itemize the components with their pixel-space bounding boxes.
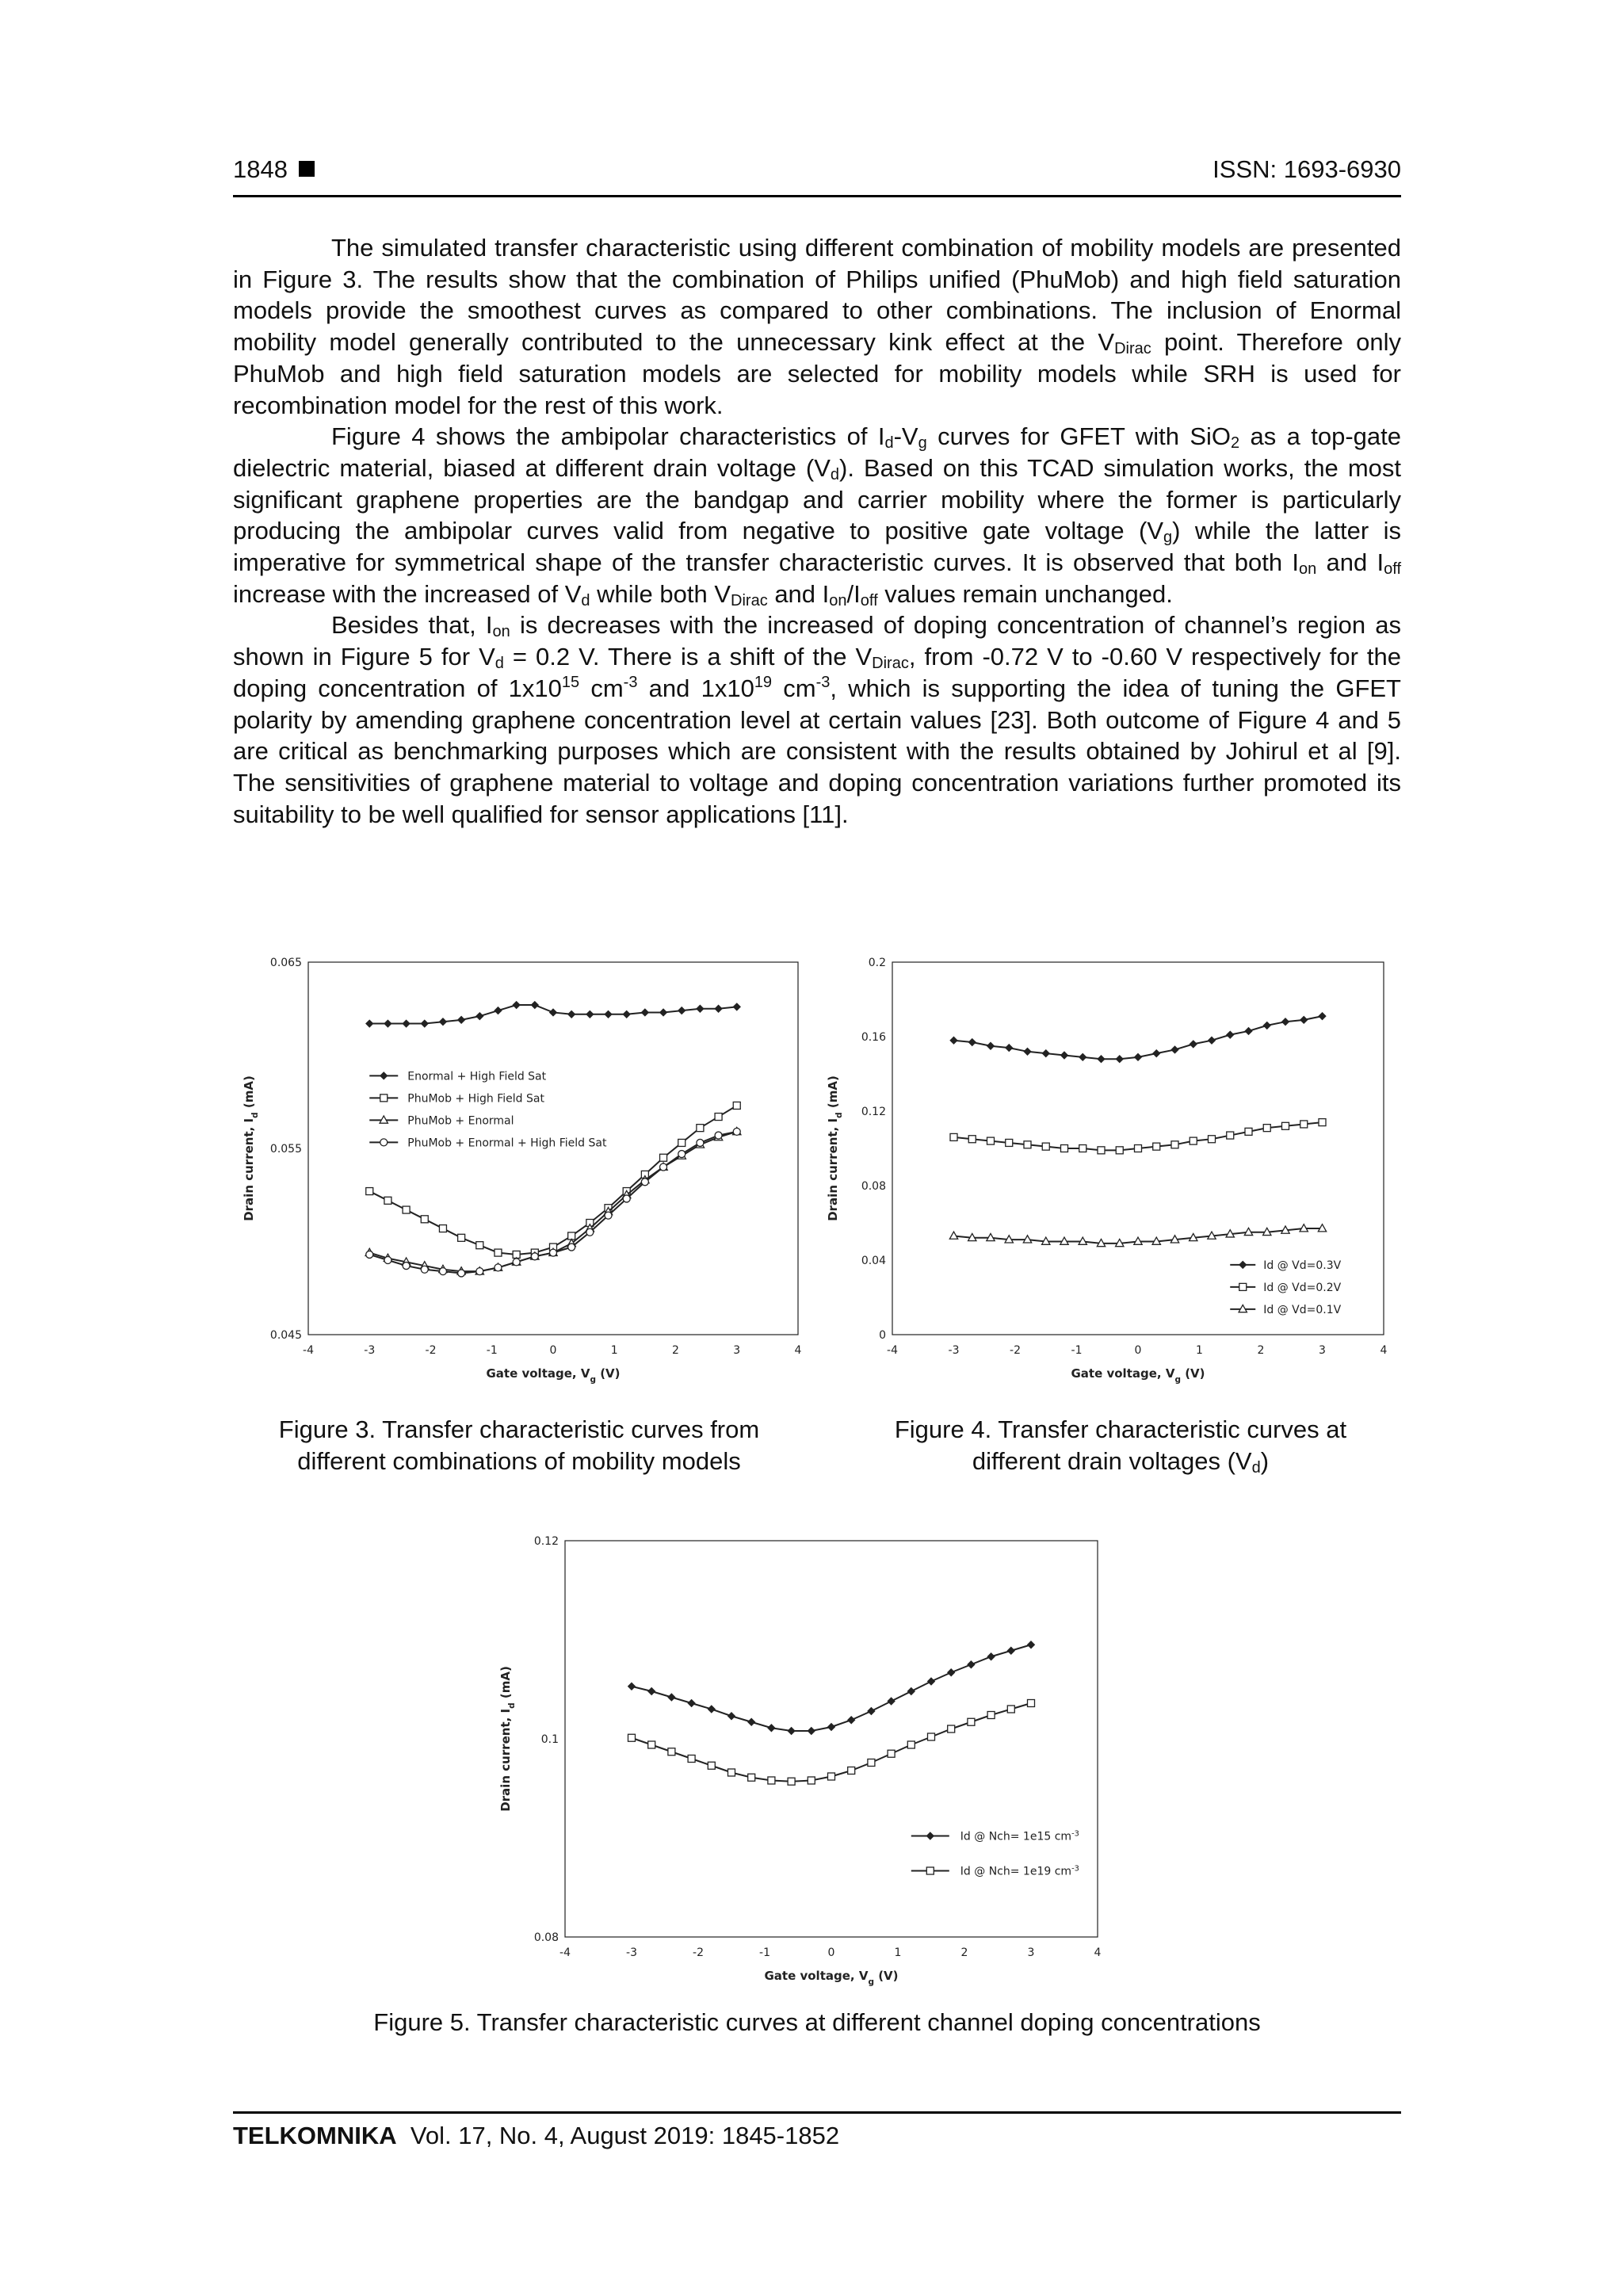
data-point xyxy=(648,1688,655,1695)
y-axis-label: Drain current, $I_d$ (mA) xyxy=(826,1075,844,1221)
y-tick-label: 0.065 xyxy=(269,957,302,969)
figure-3-chart xyxy=(233,949,819,1393)
data-point xyxy=(1098,1056,1105,1063)
page-number-block xyxy=(233,155,315,184)
legend-label: Id @ Vd=0.3V xyxy=(1263,1259,1342,1272)
data-point xyxy=(678,1007,685,1014)
data-point xyxy=(668,1748,675,1755)
data-point xyxy=(1153,1050,1160,1057)
x-tick-label: -1 xyxy=(759,1946,770,1959)
legend-label: Id @ Nch= 1e15 $cm^{-3}$ xyxy=(960,1829,1079,1843)
x-axis-label: Gate voltage, $V_g$ (V) xyxy=(486,1366,621,1385)
legend-entry xyxy=(911,1864,1079,1878)
data-point xyxy=(733,1102,740,1109)
x-tick-label: -3 xyxy=(948,1344,960,1357)
x-tick-label: 2 xyxy=(960,1946,968,1959)
data-point xyxy=(623,1195,630,1202)
data-point xyxy=(697,1139,704,1146)
data-point xyxy=(987,1712,995,1719)
data-point xyxy=(550,1249,557,1256)
data-point xyxy=(1319,1013,1326,1020)
data-point xyxy=(628,1683,636,1690)
x-tick-label: -1 xyxy=(486,1344,498,1357)
x-tick-label: 0 xyxy=(1134,1344,1142,1357)
data-point xyxy=(476,1242,483,1249)
x-tick-label: -1 xyxy=(1071,1344,1083,1357)
data-point xyxy=(949,1232,957,1239)
data-point xyxy=(458,1270,465,1277)
data-point xyxy=(1006,1139,1013,1146)
data-point xyxy=(1116,1056,1123,1063)
legend-marker xyxy=(926,1867,934,1874)
figure-3-svg xyxy=(233,949,819,1393)
data-point xyxy=(1209,1037,1216,1044)
data-point xyxy=(1061,1052,1068,1059)
data-point xyxy=(1135,1145,1142,1152)
data-point xyxy=(439,1225,446,1232)
data-point xyxy=(968,1039,976,1046)
data-point xyxy=(605,1010,612,1018)
data-point xyxy=(495,1007,502,1014)
legend-entry xyxy=(1230,1282,1341,1294)
data-point xyxy=(495,1249,502,1256)
issn: ISSN: 1693-6930 xyxy=(1212,155,1401,183)
x-tick-label: 4 xyxy=(794,1344,802,1357)
data-point xyxy=(678,1151,685,1158)
data-point xyxy=(987,1042,995,1049)
y-tick-label: 0.1 xyxy=(540,1733,559,1746)
data-point xyxy=(928,1678,935,1685)
data-point xyxy=(907,1688,915,1695)
y-tick-label: 0 xyxy=(879,1329,886,1342)
x-tick-label: -2 xyxy=(693,1946,704,1959)
data-point xyxy=(768,1777,775,1784)
data-point xyxy=(697,1005,704,1012)
data-point xyxy=(950,1037,957,1044)
legend-marker xyxy=(1239,1283,1247,1290)
data-point xyxy=(968,1718,975,1725)
data-point xyxy=(623,1010,630,1018)
x-tick-label: -4 xyxy=(887,1344,898,1357)
data-point xyxy=(421,1216,428,1223)
data-point xyxy=(1007,1647,1014,1654)
data-point xyxy=(868,1708,875,1715)
legend-entry xyxy=(369,1092,544,1105)
data-point xyxy=(384,1257,391,1264)
data-point xyxy=(788,1728,795,1735)
y-tick-label: 0.16 xyxy=(861,1031,886,1044)
figure-5-caption: Figure 5. Transfer characteristic curves at different channel doping concentrations xyxy=(373,2008,1261,2036)
legend-marker xyxy=(926,1832,934,1839)
x-tick-label: 2 xyxy=(1257,1344,1265,1357)
data-point xyxy=(987,1137,995,1144)
data-point xyxy=(458,1234,465,1241)
series-4 xyxy=(366,1128,741,1277)
data-point xyxy=(748,1774,755,1781)
data-point xyxy=(1282,1018,1289,1026)
x-tick-label: 3 xyxy=(1027,1946,1035,1959)
legend-label: Enormal + High Field Sat xyxy=(407,1070,547,1083)
series-3 xyxy=(949,1224,1326,1247)
x-tick-label: -3 xyxy=(364,1344,376,1357)
data-point xyxy=(1263,1022,1270,1029)
data-point xyxy=(495,1264,502,1271)
y-tick-label: 0.055 xyxy=(269,1143,302,1156)
paragraph-2: Figure 4 shows the ambipolar characteristics of $I_d-V_g$ curves for GFET with SiO$_2$ as a top-gate dielectric material, biased at different drain voltage $(V_d)$. Based on this TCAD simulation works, the most significant graphene properties are the bandgap and carrier mobility where the former is particularly producing the ambipolar curves valid from negative to positive gate voltage $(V_g)$ while the latter is imperative for symmetrical shape of the transfer characteristic curves. It is observed that both $I_{on}$ and $I_{off}$ increase with the increased of $V_d$ while both $V_{Dirac}$ and $I_{on}/I_{off}$ values remain unchanged. xyxy=(233,422,1402,609)
data-point xyxy=(403,1263,410,1270)
data-point xyxy=(708,1762,715,1769)
x-tick-label: 3 xyxy=(733,1344,741,1357)
data-point xyxy=(688,1755,695,1763)
data-point xyxy=(1024,1141,1031,1148)
x-axis-label: Gate voltage, $V_g$ (V) xyxy=(764,1969,899,1987)
data-point xyxy=(1171,1141,1178,1148)
data-point xyxy=(421,1266,428,1273)
data-point xyxy=(1209,1136,1216,1143)
data-point xyxy=(697,1125,704,1132)
data-point xyxy=(1153,1143,1160,1150)
y-axis-label: Drain current, $I_d$ (mA) xyxy=(498,1666,517,1812)
x-tick-label: 4 xyxy=(1094,1946,1102,1959)
data-point xyxy=(715,1114,722,1121)
legend-entry xyxy=(1230,1259,1341,1272)
data-point xyxy=(476,1013,483,1020)
legend-label: Id @ Vd=0.2V xyxy=(1263,1281,1342,1294)
legend-label: Id @ Vd=0.1V xyxy=(1263,1303,1342,1316)
y-tick-label: 0.12 xyxy=(861,1106,886,1118)
data-point xyxy=(950,1133,957,1140)
page-header xyxy=(233,155,1401,197)
data-point xyxy=(728,1713,735,1720)
x-tick-label: -2 xyxy=(1010,1344,1021,1357)
data-point xyxy=(928,1733,935,1740)
legend-label: PhuMob + High Field Sat xyxy=(407,1092,544,1106)
x-tick-label: 0 xyxy=(827,1946,835,1959)
data-point xyxy=(1079,1145,1086,1152)
legend-marker xyxy=(1239,1261,1247,1268)
series-line xyxy=(369,1106,737,1255)
body-text xyxy=(233,232,1401,830)
journal-name: TELKOMNIKA xyxy=(233,2122,397,2149)
data-point xyxy=(660,1154,667,1161)
legend-marker xyxy=(380,1139,388,1146)
x-tick-label: 1 xyxy=(894,1946,902,1959)
data-point xyxy=(366,1188,373,1195)
figure-5-svg xyxy=(472,1528,1121,1988)
data-point xyxy=(968,1136,976,1143)
data-point xyxy=(1024,1048,1031,1055)
data-point xyxy=(366,1020,373,1027)
data-point xyxy=(531,1253,538,1260)
data-point xyxy=(948,1669,955,1676)
x-tick-label: -3 xyxy=(626,1946,637,1959)
data-point xyxy=(403,1020,410,1027)
data-point xyxy=(688,1700,695,1707)
data-point xyxy=(678,1139,685,1146)
data-point xyxy=(1171,1046,1178,1053)
data-point xyxy=(641,1179,648,1186)
data-point xyxy=(728,1769,735,1776)
data-point xyxy=(715,1132,722,1139)
series-2 xyxy=(950,1119,1326,1154)
legend-entry xyxy=(1230,1304,1341,1316)
data-point xyxy=(748,1718,755,1725)
data-point xyxy=(439,1268,446,1275)
y-tick-label: 0.2 xyxy=(868,957,886,969)
data-point xyxy=(366,1251,373,1258)
data-point xyxy=(1282,1122,1289,1129)
data-point xyxy=(1245,1128,1252,1135)
data-point xyxy=(1042,1050,1049,1057)
figure-4-svg xyxy=(826,949,1422,1393)
x-tick-label: 1 xyxy=(610,1344,618,1357)
y-tick-label: 0.08 xyxy=(533,1931,559,1944)
data-point xyxy=(1135,1053,1142,1060)
data-point xyxy=(808,1728,815,1735)
data-point xyxy=(641,1009,648,1016)
legend-entry xyxy=(369,1070,546,1083)
data-point xyxy=(1007,1706,1014,1713)
data-point xyxy=(1098,1147,1105,1154)
legend-marker xyxy=(380,1095,388,1102)
series-1 xyxy=(366,1002,741,1028)
series-2 xyxy=(628,1700,1035,1786)
y-axis-label: Drain current, $I_d$ (mA) xyxy=(242,1075,260,1221)
data-point xyxy=(458,1016,465,1023)
data-point xyxy=(733,1003,740,1010)
series-1 xyxy=(950,1013,1326,1063)
data-point xyxy=(715,1005,722,1012)
y-tick-label: 0.04 xyxy=(861,1255,886,1267)
y-tick-label: 0.08 xyxy=(861,1180,886,1193)
data-point xyxy=(586,1010,594,1018)
data-point xyxy=(948,1725,955,1733)
data-point xyxy=(1006,1045,1013,1052)
data-point xyxy=(1028,1700,1035,1707)
data-point xyxy=(421,1020,428,1027)
data-point xyxy=(476,1268,483,1275)
data-point xyxy=(1300,1016,1308,1023)
data-point xyxy=(668,1694,675,1701)
data-point xyxy=(568,1010,575,1018)
data-point xyxy=(907,1741,915,1748)
x-tick-label: -4 xyxy=(303,1344,314,1357)
data-point xyxy=(513,1259,520,1266)
data-point xyxy=(628,1734,636,1741)
legend-entry xyxy=(369,1114,514,1127)
data-point xyxy=(987,1653,995,1660)
figure-3-caption: Figure 3. Transfer characteristic curves from different combinations of mobility models xyxy=(278,1415,760,1475)
data-point xyxy=(868,1759,875,1767)
data-point xyxy=(384,1197,391,1204)
data-point xyxy=(605,1212,612,1219)
data-point xyxy=(708,1706,715,1713)
x-tick-label: 1 xyxy=(1196,1344,1203,1357)
x-tick-label: -4 xyxy=(559,1946,571,1959)
data-point xyxy=(586,1228,594,1236)
data-point xyxy=(1116,1147,1123,1154)
data-point xyxy=(1263,1125,1270,1132)
data-point xyxy=(1319,1119,1326,1126)
data-point xyxy=(1028,1641,1035,1648)
x-tick-label: 3 xyxy=(1319,1344,1326,1357)
paragraph-3: Besides that, $I_{on}$ is decreases with the increased of doping concentration of channel’s region as shown in Figure 5 for $V_d = 0.2$ V. There is a shift of the $V_{Dirac}$, from -0.72 V to -0.60 V respectively for the doping concentration of $1x10^{15}$ $cm^{-3}$ and $1x10^{19}$ $cm^{-3}$, which is supporting the idea of tuning the GFET polarity by amending graphene concentration level at certain values [23]. Both outcome of Figure 4 and 5 are critical as benchmarking purposes which are consistent with the results obtained by Johirul et al [9]. The sensitivities of graphene material to voltage and doping concentration variations further promoted its suitability to be well qualified for sensor applications [11]. xyxy=(233,611,1402,828)
data-point xyxy=(968,1661,975,1668)
data-point xyxy=(550,1009,557,1016)
page-footer xyxy=(233,2111,1401,2150)
data-point xyxy=(888,1750,895,1757)
data-point xyxy=(1245,1027,1252,1034)
data-point xyxy=(1300,1121,1308,1128)
data-point xyxy=(848,1717,855,1724)
data-point xyxy=(1227,1132,1234,1139)
data-point xyxy=(828,1773,835,1780)
legend-entry xyxy=(911,1829,1079,1843)
data-point xyxy=(888,1698,895,1705)
data-point xyxy=(1190,1041,1197,1048)
series-line xyxy=(632,1703,1031,1782)
data-point xyxy=(1227,1031,1234,1038)
figure-4-chart xyxy=(826,949,1422,1393)
x-tick-label: 0 xyxy=(549,1344,557,1357)
data-point xyxy=(568,1244,575,1251)
journal-details: Vol. 17, No. 4, August 2019: 1845-1852 xyxy=(410,2122,840,2149)
legend-marker xyxy=(380,1072,388,1079)
data-point xyxy=(1190,1137,1197,1144)
data-point xyxy=(1061,1145,1068,1152)
data-point xyxy=(733,1128,740,1135)
data-point xyxy=(660,1009,667,1016)
data-point xyxy=(1042,1143,1049,1150)
y-tick-label: 0.045 xyxy=(269,1329,302,1342)
y-tick-label: 0.12 xyxy=(533,1535,559,1548)
data-point xyxy=(1079,1053,1086,1060)
legend-label: PhuMob + Enormal xyxy=(407,1114,514,1128)
square-bullet-icon xyxy=(299,161,315,177)
x-tick-label: 4 xyxy=(1380,1344,1388,1357)
page-number: 1848 xyxy=(233,155,288,183)
data-point xyxy=(848,1767,855,1775)
paragraph-1: The simulated transfer characteristic using different combination of mobility models are presented in Figure 3. The results show that the combination of Philips unified (PhuMob) and high field saturation models provide the smoothest curves as compared to other combinations. The inclusion of Enormal mobility model generally contributed to the unnecessary kink effect at the $V_{Dirac}$ point. Therefore only PhuMob and high field saturation models are selected for mobility models while SRH is used for recombination model for the rest of this work. xyxy=(233,234,1401,419)
data-point xyxy=(660,1163,667,1171)
data-point xyxy=(788,1778,795,1785)
data-point xyxy=(531,1002,538,1009)
data-point xyxy=(384,1020,391,1027)
x-axis-label: Gate voltage, $V_g$ (V) xyxy=(1071,1366,1205,1385)
figure-5-chart xyxy=(472,1528,1121,1988)
data-point xyxy=(648,1741,655,1748)
data-point xyxy=(513,1002,520,1009)
data-point xyxy=(403,1206,410,1213)
figure-4-caption: Figure 4. Transfer characteristic curves at different drain voltages $(V_d)$ xyxy=(894,1415,1347,1477)
data-point xyxy=(828,1724,835,1731)
data-point xyxy=(808,1777,815,1784)
legend-entry xyxy=(369,1137,607,1149)
data-point xyxy=(768,1725,775,1732)
x-tick-label: 2 xyxy=(672,1344,679,1357)
x-tick-label: -2 xyxy=(425,1344,437,1357)
data-point xyxy=(439,1018,446,1026)
legend-label: Id @ Nch= 1e19 $cm^{-3}$ xyxy=(960,1864,1079,1878)
legend-label: PhuMob + Enormal + High Field Sat xyxy=(407,1137,607,1150)
